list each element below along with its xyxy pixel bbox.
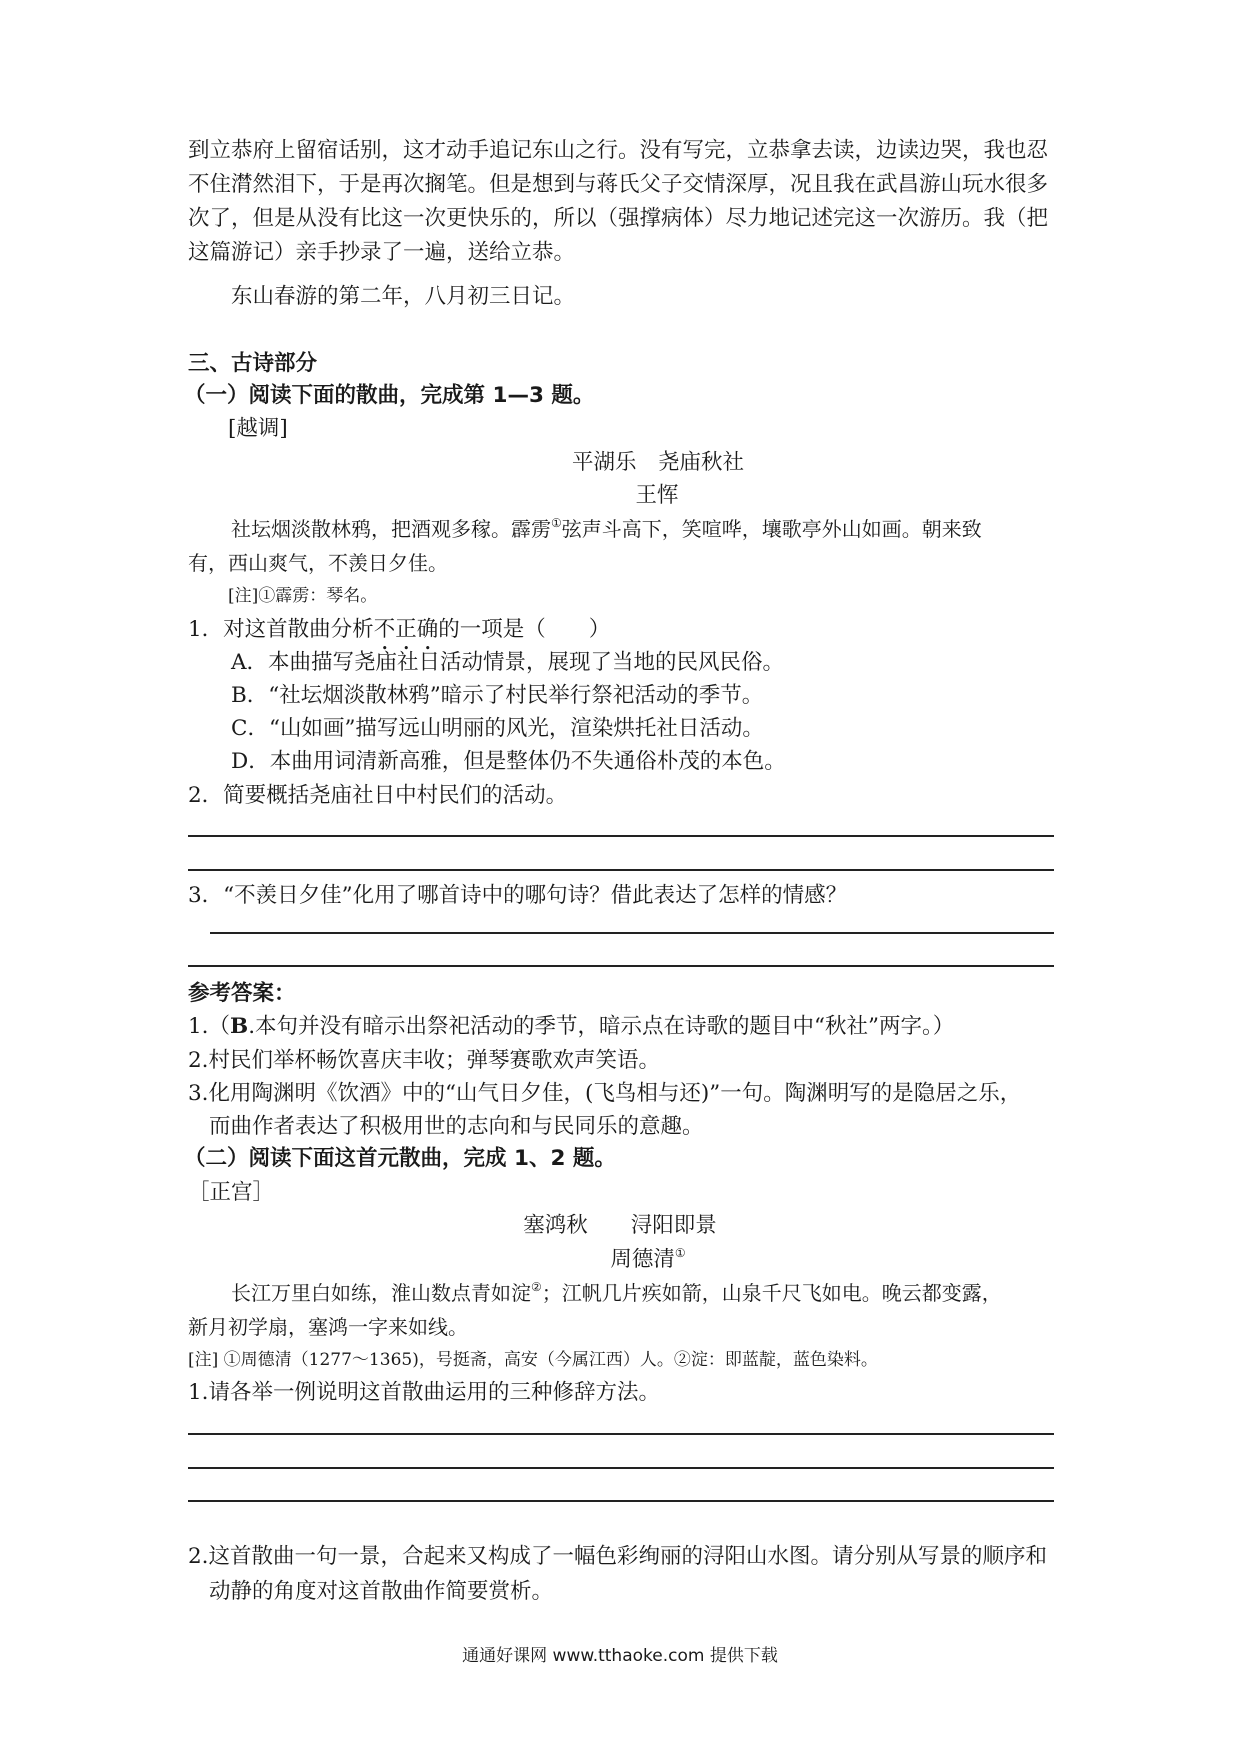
poem1-line: 有，西山爽气，不羡日夕佳。	[188, 551, 448, 575]
poem2-line	[231, 1280, 1002, 1305]
prose-line: 到立恭府上留宿话别，这才动手追记东山之行。没有写完，立恭拿去读，边读边哭，我也忍	[188, 138, 1049, 163]
part2-question-2: 2.这首散曲一句一景，合起来又构成了一幅色彩绚丽的浔阳山水图。请分别从写景的顺序和	[188, 1544, 1048, 1569]
answer-line[interactable]	[188, 1500, 1054, 1502]
part2-title: 塞鸿秋 浔阳即景	[523, 1213, 717, 1238]
answer-text: .本句并没有暗示出祭祀活动的季节，暗示点在诗歌的题目中“秋社”两字。）	[248, 1014, 955, 1039]
part2-heading: （二）阅读下面这首元散曲，完成 1、2 题。	[184, 1146, 616, 1171]
answers-heading: 参考答案：	[188, 981, 296, 1006]
question-text: 的一项是（ ）	[438, 617, 611, 642]
part2-mode: ［正宫］	[188, 1180, 275, 1205]
part1-heading: （一）阅读下面的散曲，完成第 1—3 题。	[184, 383, 595, 408]
emphasis-text: 不正确	[373, 617, 439, 642]
poem1-note: [注]①霹雳：琴名。	[228, 586, 378, 606]
poem2-note: [注] ①周德清（1277～1365)，号挺斋，高安（今属江西）人。②淀：即蓝靛，蓝色染料。	[188, 1350, 878, 1370]
poem1-line	[231, 516, 982, 541]
answer-line[interactable]	[188, 1433, 1054, 1435]
page-footer: 通通好课网 www.tthaoke.com 提供下载	[462, 1646, 778, 1666]
question-2: 2．简要概括尧庙社日中村民们的活动。	[188, 783, 568, 808]
option-b: B．“社坛烟淡散林鸦”暗示了村民举行祭祀活动的季节。	[231, 683, 764, 708]
answer-1	[188, 1016, 954, 1038]
part1-author: 王恽	[635, 483, 679, 508]
footnote-marker: ①	[551, 516, 562, 530]
answer-line[interactable]	[188, 835, 1054, 837]
poem1-text: 弦声斗高下，笑喧哗，壤歌亭外山如画。朝来致	[561, 517, 982, 541]
footnote-marker: ①	[674, 1246, 686, 1260]
part1-title: 平湖乐 尧庙秋社	[571, 450, 744, 475]
footnote-marker: ②	[531, 1280, 542, 1294]
poem1-text: 社坛烟淡散林鸦，把酒观多稼。霹雳	[231, 517, 551, 541]
answer-2: 2.村民们举杯畅饮喜庆丰收；弹琴赛歌欢声笑语。	[188, 1048, 661, 1073]
part2-question-2-cont: 动静的角度对这首散曲作简要赏析。	[209, 1579, 554, 1604]
option-d: D．本曲用词清新高雅，但是整体仍不失通俗朴茂的本色。	[231, 749, 786, 774]
part2-author	[0, 1246, 1240, 1272]
question-text: 1．对这首散曲分析	[188, 617, 374, 642]
poem2-text: 长江万里白如练，淮山数点青如淀	[231, 1281, 531, 1305]
option-c: C．“山如画”描写远山明丽的风光，渲染烘托社日活动。	[231, 716, 764, 741]
prose-line: 这篇游记）亲手抄录了一遍，送给立恭。	[188, 240, 576, 265]
poem2-text: ；江帆几片疾如箭，山泉千尺飞如电。晚云都变露，	[541, 1281, 1002, 1305]
answer-3: 3.化用陶渊明《饮酒》中的“山气日夕佳，(飞鸟相与还)”一句。陶渊明写的是隐居之乐，	[188, 1081, 1022, 1106]
question-3: 3．“不羡日夕佳”化用了哪首诗中的哪句诗？借此表达了怎样的情感？	[188, 883, 848, 908]
answer-line[interactable]	[210, 932, 1054, 934]
answer-3-cont: 而曲作者表达了积极用世的志向和与民同乐的意趣。	[209, 1114, 704, 1139]
prose-line: 次了，但是从没有比这一次更快乐的，所以（强撑病体）尽力地记述完这一次游历。我（把	[188, 206, 1049, 231]
part1-mode: [越调]	[228, 416, 288, 441]
option-a: A．本曲描写尧庙社日活动情景，展现了当地的民风民俗。	[231, 650, 785, 675]
part2-question-1: 1.请各举一例说明这首散曲运用的三种修辞方法。	[188, 1380, 661, 1405]
author-name: 周德清	[610, 1247, 675, 1272]
answer-line[interactable]	[188, 869, 1054, 871]
answer-line[interactable]	[188, 1467, 1054, 1469]
answer-line[interactable]	[188, 965, 1054, 967]
prose-date-line: 东山春游的第二年，八月初三日记。	[231, 284, 576, 309]
poem2-line: 新月初学扇，塞鸿一字来如线。	[188, 1315, 468, 1339]
answer-choice: B	[230, 1014, 249, 1039]
section-heading: 三、古诗部分	[188, 351, 318, 376]
answer-text: 1.（	[188, 1014, 231, 1039]
prose-line: 不住潸然泪下，于是再次搁笔。但是想到与蒋氏父子交情深厚，况且我在武昌游山玩水很多	[188, 172, 1049, 197]
